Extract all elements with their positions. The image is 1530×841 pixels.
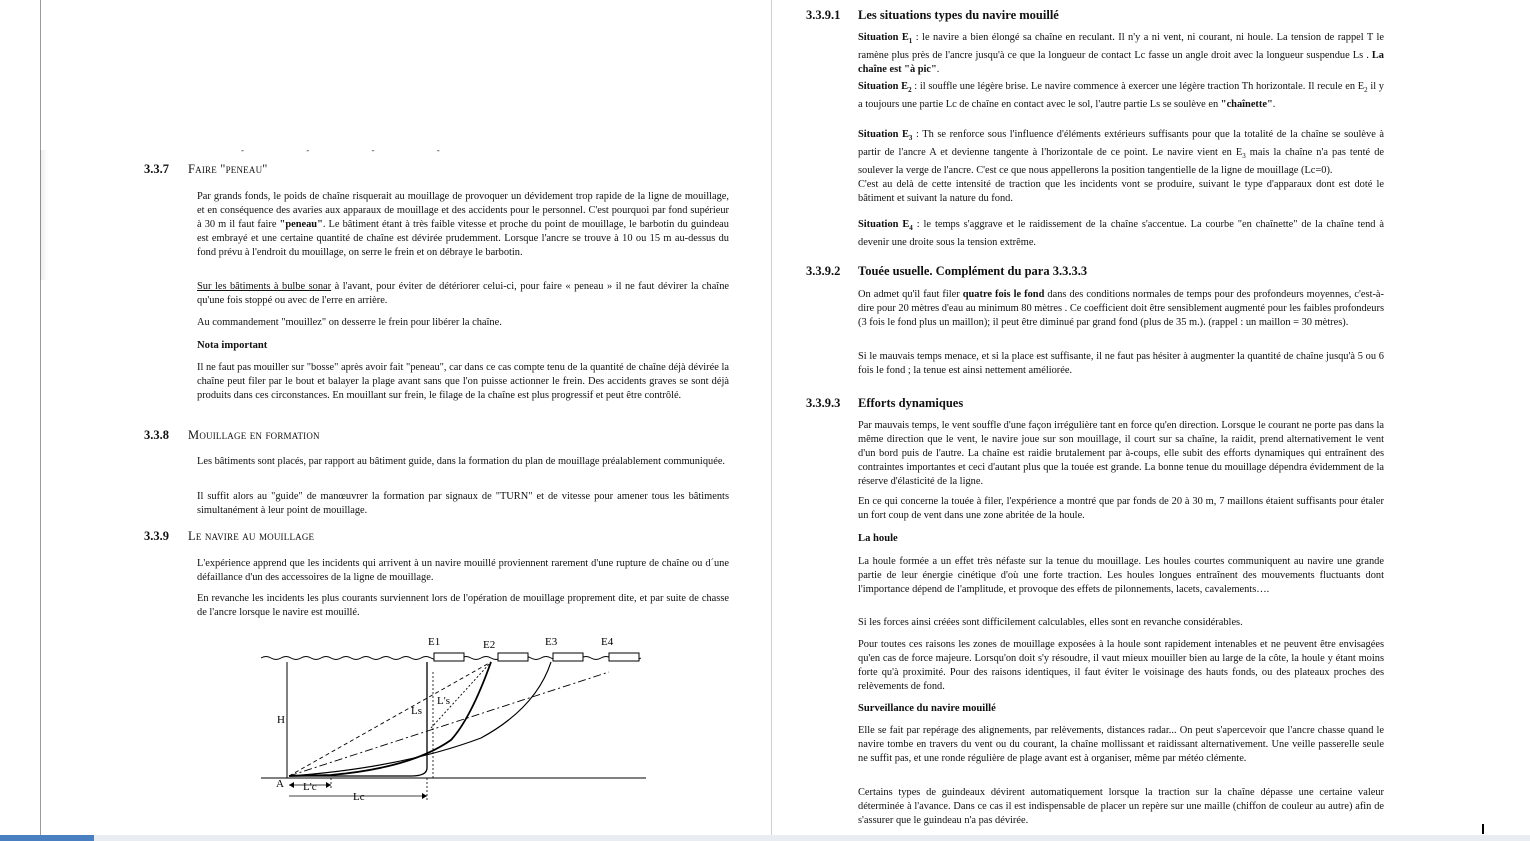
- subheading-nota: Nota important: [197, 340, 268, 351]
- svg-text:Lc: Lc: [353, 791, 365, 803]
- ship-e4: [609, 653, 639, 661]
- heading-3-3-8: 3.3.8 Mouillage en formation: [144, 428, 320, 442]
- ship-e3: [553, 653, 583, 661]
- page-shadow: [40, 150, 48, 280]
- heading-3-3-9: 3.3.9 Le navire au mouillage: [144, 529, 315, 543]
- left-page: [40, 0, 761, 841]
- paragraph: Il ne faut pas mouiller sur "bosse" après avoir fait "peneau", car dans ce cas compte tenu de la quantité de chaîne déjà dévirée la chaîne peut filer par le bout et balayer la plage avant sans que l'on puisse actionner le frein. Des accidents graves se sont déjà produits dans ces circonstances. En mouillant sur frein, le filage de la chaîne est plus progressif et peut être contrôlé.: [197, 362, 729, 401]
- paragraph: Les bâtiments sont placés, par rapport au bâtiment guide, dans la formation du plan de mouillage préalablement communiquée.: [197, 456, 726, 467]
- paragraph: Certains types de guindeaux dévirent automatiquement lorsque la traction sur la chaîne dépasse une certaine valeur déterminée à l'avance. Dans ce cas il est indispensable de placer un repère sur une maille (chiffon de couleur au autre) afin de s'assurer que le guindeau n'a pas dévirée.: [858, 787, 1384, 826]
- paragraph: Si les forces ainsi créées sont difficilement calculables, elles sont en revanche considérables.: [858, 617, 1243, 628]
- paragraph: Elle se fait par repérage des alignements, par relèvements, distances radar... On peut s'apercevoir que l'ancre chasse quand le navire tombe en travers du vent ou du courant, la chaîne mollissant et raidissant alternativement. Une veille passerelle seule ne suffit pas, et une ronde régulière de plage avant est à organiser, même par météo clémente.: [858, 725, 1384, 764]
- heading-3-3-9-1: 3.3.9.1 Les situations types du navire mouillé: [806, 8, 1059, 22]
- label-e4: E4: [601, 636, 614, 648]
- heading-3-3-9-2: 3.3.9.2 Touée usuelle. Complément du para 3.3.3.3: [806, 264, 1088, 278]
- text-cursor: [1482, 824, 1484, 834]
- paragraph: Par mauvais temps, le vent souffle d'une façon irrégulière tant en force qu'en direction. Lorsque le courant ne porte pas dans la même direction que le vent, le navire joue sur son mouillage, il court sur sa chaîne, la raidit, prend alternativement le vent d'un bord puis de l'autre. La chaîne est raidie brutalement par à-coups, elle subit des efforts dynamiques qui entraînent des contraintes importantes et ceci d'autant plus que la touée est grande. La bonne tenue du mouillage dépendra évidemment de la réserve d'élasticité de la ligne.: [858, 420, 1384, 487]
- paragraph: En revanche les incidents les plus courants surviennent lors de l'opération de mouillage proprement dite, et par suite de chasse de l'ancre lorsque le navire est mouillé.: [197, 593, 729, 618]
- straight-e4: [289, 672, 609, 776]
- right-page: [771, 0, 1484, 841]
- paragraph: Il suffit alors au "guide" de manœuvrer la formation par signaux de "TURN" et de vitesse pour amener tous les bâtiments simultanément à leur point de mouillage.: [197, 491, 729, 516]
- status-strip: [0, 835, 1530, 841]
- paragraph: Si le mauvais temps menace, et si la place est suffisante, il ne faut pas hésiter à augmenter la quantité de chaîne jusqu'à 5 ou 6 fois le fond ; la tenue est ainsi nettement améliorée.: [858, 351, 1384, 376]
- paragraph: Sur les bâtiments à bulbe sonar à l'avant, pour éviter de détériorer celui-ci, pour faire « peneau » il ne faut dévirer la chaîne qu'une fois stoppé ou avec de l'erre en arrière.: [197, 281, 729, 306]
- paragraph: Au commandement "mouillez" on desserre le frein pour libérer la chaîne.: [197, 317, 502, 328]
- paragraph: L'expérience apprend que les incidents qui arrivent à un navire mouillé proviennent rarement d'une rupture de chaîne ou d´une défaillance d'un des accessoires de la ligne de mouillage.: [197, 558, 729, 583]
- svg-text:Ls: Ls: [411, 705, 422, 717]
- paragraph-situation-e1: Situation $E_1$ : le navire a bien élongé sa chaîne en reculant. Il n'y a ni vent, ni courant, ni houle. La tension de rappel T le ramène plus près de l'ancre jusqu'à ce que la longueur de contact Lc fasse un angle droit avec la longueur suspendue Ls . La chaîne est "à pic".: [858, 32, 1384, 75]
- svg-text:A: A: [276, 778, 284, 790]
- label-e3: E3: [545, 636, 558, 648]
- ship-e2: [498, 653, 528, 661]
- heading-3-3-9-3: 3.3.9.3 Efforts dynamiques: [806, 396, 964, 410]
- svg-text:L's: L's: [437, 695, 450, 707]
- anchor-chain-diagram: [251, 628, 651, 808]
- chain-e1: [289, 662, 427, 776]
- heading-3-3-7: [144, 162, 268, 177]
- paragraph: Par grands fonds, le poids de chaîne risquerait au mouillage de provoquer un dévidement trop rapide de la ligne de mouillage, et en conséquence des avaries aux apparaux de mouillage et des accidents pour le personnel. C'est pourquoi par fond supérieur à 30 m il faut faire "peneau". Le bâtiment étant à très faible vitesse et proche du point de mouillage, le barbotin du guindeau est embrayé et une certaine quantité de chaîne est dévirée prudemment. Lorsque l'ancre se trouve à 10 ou 15 m au-dessus du fond prévu à l'endroit du mouillage, on serre le frein et on débraye le barbotin.: [197, 191, 729, 258]
- label-e1: E1: [428, 636, 441, 648]
- straight-e2: [289, 662, 491, 776]
- section-title: Faire "peneau": [188, 162, 268, 176]
- paragraph: En ce qui concerne la touée à filer, l'expérience a montré que par fonds de 20 à 30 m, 7 maillons étaient suffisants pour étaler un fort coup de vent dans une zone abritée de la houle.: [858, 496, 1384, 521]
- paragraph: La houle formée a un effet très néfaste sur la tenue du mouillage. Les houles courtes communiquent au navire une grande partie de leur énergie cinétique d'où une forte traction. Les houles longues entraînent des mouvements fluctuants dont l'importance dépend de l'amplitude, et provoque des effets de pilonnements, lacets, cavalements….: [858, 556, 1384, 595]
- chain-e3: [289, 662, 551, 776]
- subheading-houle: La houle: [858, 533, 898, 544]
- paragraph: Pour toutes ces raisons les zones de mouillage exposées à la houle sont rapidement intenables et ne peuvent être envisagées qu'en cas de force majeure. Lorsqu'on doit s'y résoudre, il vaut mieux mouiller bien au large de la côte, la houle y étant moins forte qu'à proximité. Pour des raisons identiques, il faut éviter le voisinage des hauts fonds, ou des plateaux proches des relèvements de fond.: [858, 639, 1384, 692]
- svg-text:H: H: [277, 714, 285, 726]
- subheading-surveillance: Surveillance du navire mouillé: [858, 703, 996, 714]
- truncated-line: - - - -: [241, 145, 470, 155]
- label-e2: E2: [483, 639, 496, 651]
- paragraph-situation-e3: Situation $E_3$ : Th se renforce sous l'influence d'éléments extérieurs suffisants pour que la totalité de la chaîne se soulève à partir de l'ancre A et devienne tangente à l'horizontale de ce point. Le navire vient en $E_3$ mais la chaîne n'a pas tenté de soulever la verge de l'ancre. C'est ce que nous appellerons la position tangentielle de la ligne de mouillage (Lc=0). C'est au delà de cette intensité de traction que les incidents vont se produire, suivant le type d'apparaux dont est doté le bâtiment et suivant la nature du fond.: [858, 129, 1385, 204]
- paragraph-situation-e2: Situation $E_2$ : il souffle une légère brise. Le navire commence à exercer une légère traction Th horizontale. Il recule en $E_2$ il y a toujours une partie Lc de chaîne en contact avec le sol, l'autre partie Ls se soulève en "chaînette".: [858, 81, 1385, 110]
- paragraph-situation-e4: Situation $E_4$ : le temps s'aggrave et le raidissement de la chaîne s'accentue. La courbe "en chaînette" de la chaîne tend à devenir une droite sous la tension extrême.: [858, 219, 1384, 248]
- paragraph: On admet qu'il faut filer quatre fois le fond dans des conditions normales de temps pour des profondeurs moyennes, c'est-à-dire pour 20 mètres d'eau au minimum 80 mètres . Ce coefficient doit être sensiblement augmenté pour les faibles profondeurs (3 fois le fond plus un maillon); il peut être diminué par grand fond (plus de 35 m.). (rappel : un maillon = 30 mètres).: [858, 289, 1384, 328]
- svg-text:L'c: L'c: [303, 781, 317, 793]
- ship-e1: [434, 653, 464, 661]
- section-number: 3.3.7: [144, 162, 169, 176]
- status-strip-accent: [0, 835, 94, 841]
